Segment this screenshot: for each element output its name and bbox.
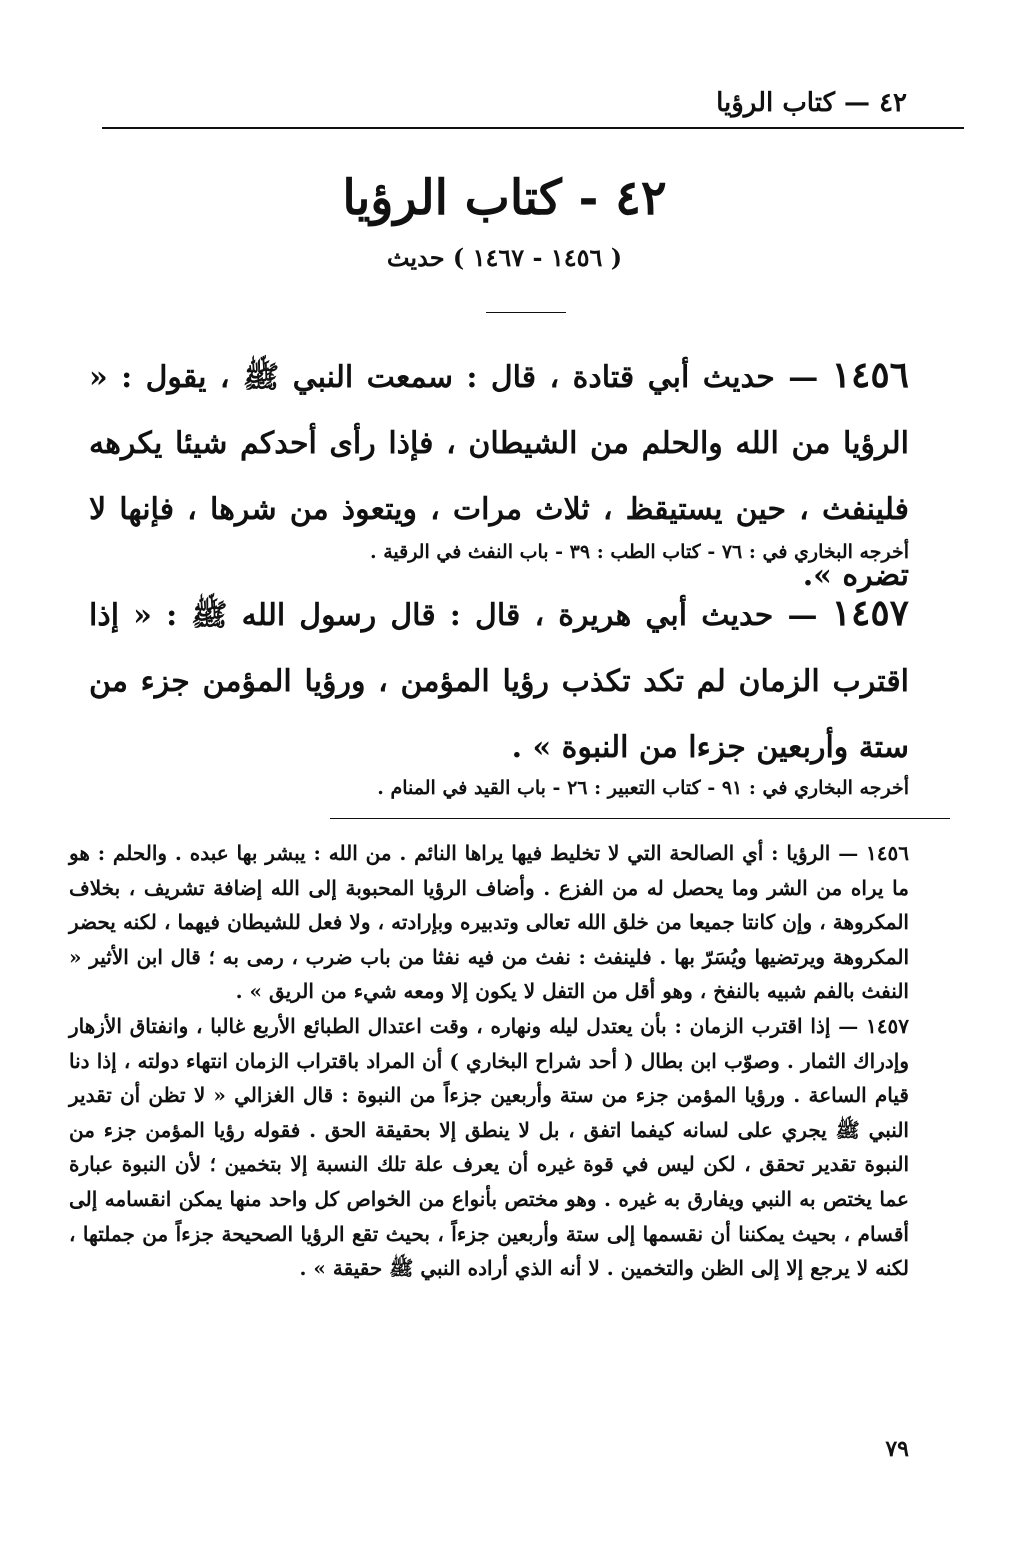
hadith-source: أخرجه البخاري في : ٩١ - كتاب التعبير : ٢٦ - باب القيد في المنام .: [377, 777, 909, 799]
title-divider: [486, 312, 566, 313]
chapter-title: ٤٢ - كتاب الرؤيا: [342, 170, 667, 226]
chapter-hadith-range: ( ١٤٥٦ - ١٤٦٧ ) حديث: [386, 243, 623, 272]
hadith-1457: [89, 580, 909, 781]
hadith-number: ١٤٥٧: [831, 592, 909, 634]
hadith-number: ١٤٥٦: [831, 354, 909, 396]
hadith-text: — حديث أبي قتادة ، قال : سمعت النبي ﷺ ، يقول : « الرؤيا من الله والحلم من الشيطان ، فإذا رأى أحدكم شيئا يكرهه فلينفث ، حين يستيقظ ، ثلاث مرات ، ويتعوذ من شرها ، فإنها لا تضره ».: [89, 360, 909, 593]
footnotes: [69, 836, 909, 1286]
footnote-1456: ١٤٥٦ — الرؤيا : أي الصالحة التي لا تخليط فيها يراها النائم . من الله : يبشر بها عبده . والحلم : هو ما يراه من الشر وما يحصل له من الفزع . وأضاف الرؤيا المحبوبة إلى الله إضافة تشريف ، بخلاف المكروهة ، وإن كانتا جميعا من خلق الله تعالى وتدبيره وبإرادته ، ولا فعل للشيطان فيهما ، لكنه يحضر المكروهة ويرتضيها ويُسَرّ بها . فلينفث : نفث من فيه نفثا من باب ضرب ، رمى به ؛ قال ابن الأثير « النفث بالفم شبيه بالنفخ ، وهو أقل من التفل لا يكون إلا ومعه شيء من الريق » .: [69, 841, 909, 1004]
hadith-text: — حديث أبي هريرة ، قال : قال رسول الله ﷺ : « إذا اقترب الزمان لم تكد تكذب رؤيا المؤمن ، ورؤيا المؤمن جزء من ستة وأربعين جزءا من النبوة » .: [89, 598, 909, 765]
footnotes-divider: [330, 818, 950, 819]
page-number: ٧٩: [885, 1436, 909, 1462]
running-header: ٤٢ — كتاب الرؤيا: [716, 88, 907, 118]
header-rule: [102, 127, 964, 129]
hadith-source: أخرجه البخاري في : ٧٦ - كتاب الطب : ٣٩ - باب النفث في الرقية .: [369, 541, 909, 563]
hadith-1456: [89, 342, 909, 609]
footnote-1457: ١٤٥٧ — إذا اقترب الزمان : بأن يعتدل ليله ونهاره ، وقت اعتدال الطبائع الأربع غالبا ، وانفتاق الأزهار وإدراك الثمار . وصوّب ابن بطال ( أحد شراح البخاري ) أن المراد باقتراب الزمان انتهاء دولته ، إذا دنا قيام الساعة . ورؤيا المؤمن جزء من ستة وأربعين جزءاً من النبوة : قال الغزالي « لا تظن أن تقدير النبي ﷺ يجري على لسانه كيفما اتفق ، بل لا ينطق إلا بحقيقة الحق . فقوله رؤيا المؤمن جزء من النبوة تقدير تحقق ، لكن ليس في قوة غيره أن يعرف علة تلك النسبة إلا بتخمين ؛ لأن النبوة عبارة عما يختص به النبي ويفارق به غيره . وهو مختص بأنواع من الخواص كل واحد منها يمكن انقسامه إلى أقسام ، بحيث يمكننا أن نقسمها إلى ستة وأربعين جزءاً ، بحيث تقع الرؤيا الصحيحة جزءاً من جملتها ، لكنه لا يرجع إلا إلى الظن والتخمين . لا أنه الذي أراده النبي ﷺ حقيقة » .: [69, 1013, 909, 1281]
